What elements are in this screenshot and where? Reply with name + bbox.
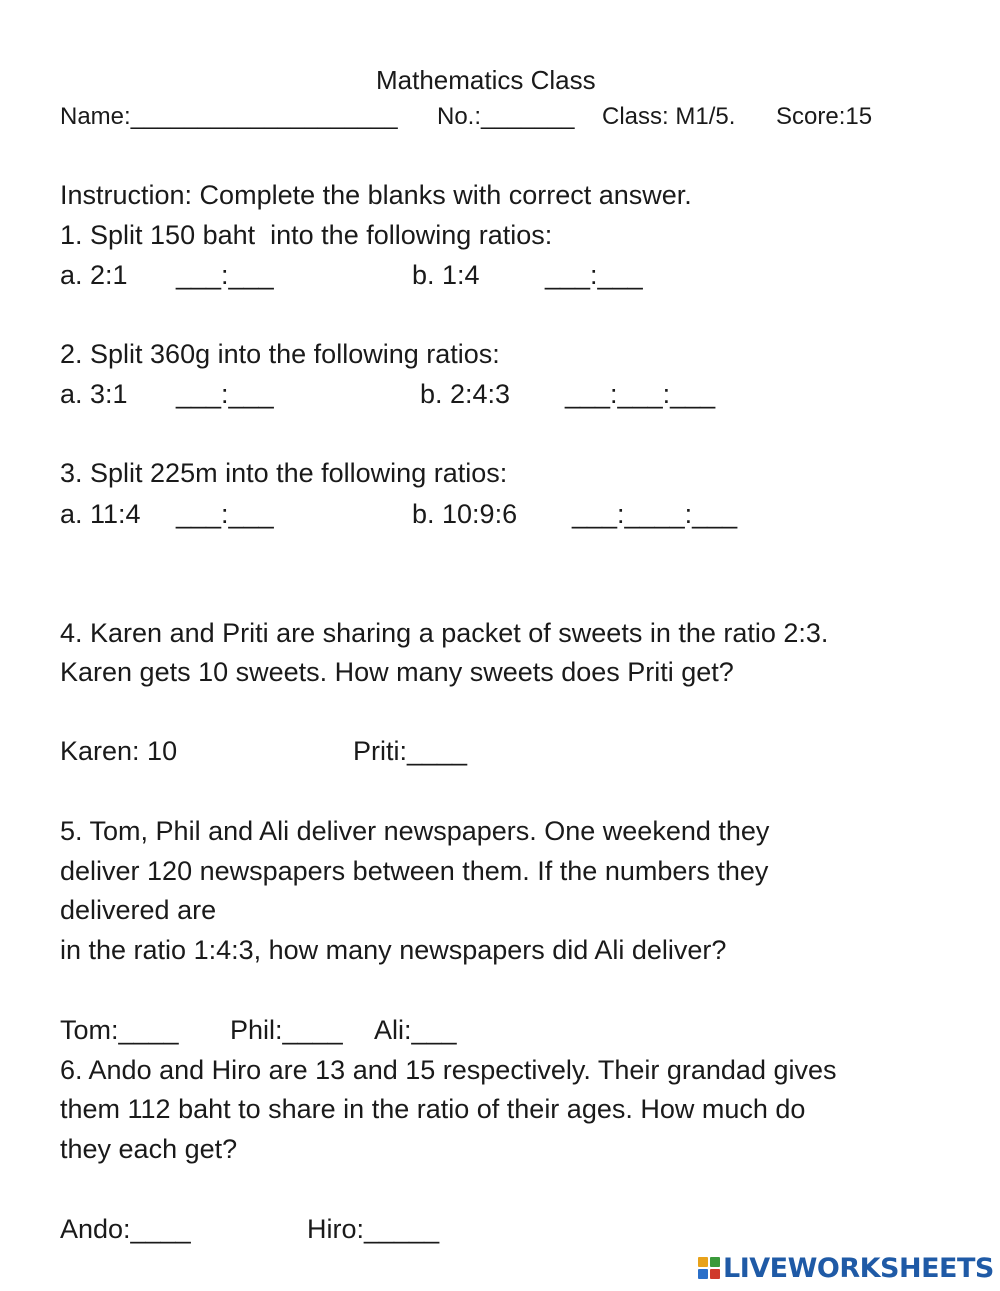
question-5-line-4: in the ratio 1:4:3, how many newspapers did Ali deliver? bbox=[60, 935, 727, 965]
page-title: Mathematics Class bbox=[376, 65, 596, 95]
name-field[interactable]: Name:____________________ bbox=[60, 103, 398, 130]
question-6-line-2: them 112 baht to share in the ratio of their ages. How much do bbox=[60, 1094, 806, 1124]
question-3-text: 3. Split 225m into the following ratios: bbox=[60, 458, 508, 488]
question-1a-ratio: a. 2:1 bbox=[60, 260, 128, 290]
question-2a-answer-blank[interactable]: ___:___ bbox=[176, 379, 274, 409]
score-label: Score:15 bbox=[776, 103, 873, 130]
question-5-line-2: deliver 120 newspapers between them. If the numbers they bbox=[60, 856, 769, 886]
number-field[interactable]: No.:_______ bbox=[437, 103, 575, 130]
ali-answer-blank[interactable]: Ali:___ bbox=[374, 1015, 457, 1045]
ando-answer-blank[interactable]: Ando:____ bbox=[60, 1214, 191, 1244]
tom-answer-blank[interactable]: Tom:____ bbox=[60, 1015, 179, 1045]
question-3a-answer-blank[interactable]: ___:___ bbox=[176, 499, 274, 529]
phil-answer-blank[interactable]: Phil:____ bbox=[230, 1015, 343, 1045]
question-2b-ratio: b. 2:4:3 bbox=[420, 379, 511, 409]
karen-value: Karen: 10 bbox=[60, 736, 178, 766]
class-label: Class: M1/5. bbox=[602, 103, 736, 130]
priti-answer-blank[interactable]: Priti:____ bbox=[353, 736, 468, 766]
question-3b-answer-blank[interactable]: ___:____:___ bbox=[572, 499, 738, 529]
question-4-line-1: 4. Karen and Priti are sharing a packet of sweets in the ratio 2:3. bbox=[60, 618, 829, 648]
question-5-line-1: 5. Tom, Phil and Ali deliver newspapers. One weekend they bbox=[60, 816, 770, 846]
question-4-line-2: Karen gets 10 sweets. How many sweets does Priti get? bbox=[60, 657, 734, 687]
question-1a-answer-blank[interactable]: ___:___ bbox=[176, 260, 274, 290]
question-1b-ratio: b. 1:4 bbox=[412, 260, 480, 290]
question-2-text: 2. Split 360g into the following ratios: bbox=[60, 339, 500, 369]
question-2a-ratio: a. 3:1 bbox=[60, 379, 128, 409]
hiro-answer-blank[interactable]: Hiro:_____ bbox=[307, 1214, 440, 1244]
liveworksheets-logo bbox=[698, 1254, 994, 1282]
question-6-line-1: 6. Ando and Hiro are 13 and 15 respectively. Their grandad gives bbox=[60, 1055, 837, 1085]
question-6-line-3: they each get? bbox=[60, 1134, 238, 1164]
liveworksheets-logo-text: LIVEWORKSHEETS bbox=[723, 1252, 994, 1284]
question-5-line-3: delivered are bbox=[60, 895, 217, 925]
instruction-text: Instruction: Complete the blanks with correct answer. bbox=[60, 180, 692, 210]
question-1-text: 1. Split 150 baht into the following ratios: bbox=[60, 220, 553, 250]
question-3b-ratio: b. 10:9:6 bbox=[412, 499, 518, 529]
question-1b-answer-blank[interactable]: ___:___ bbox=[545, 260, 643, 290]
liveworksheets-logo-icon bbox=[698, 1257, 720, 1279]
question-3a-ratio: a. 11:4 bbox=[60, 499, 141, 529]
question-2b-answer-blank[interactable]: ___:___:___ bbox=[565, 379, 716, 409]
